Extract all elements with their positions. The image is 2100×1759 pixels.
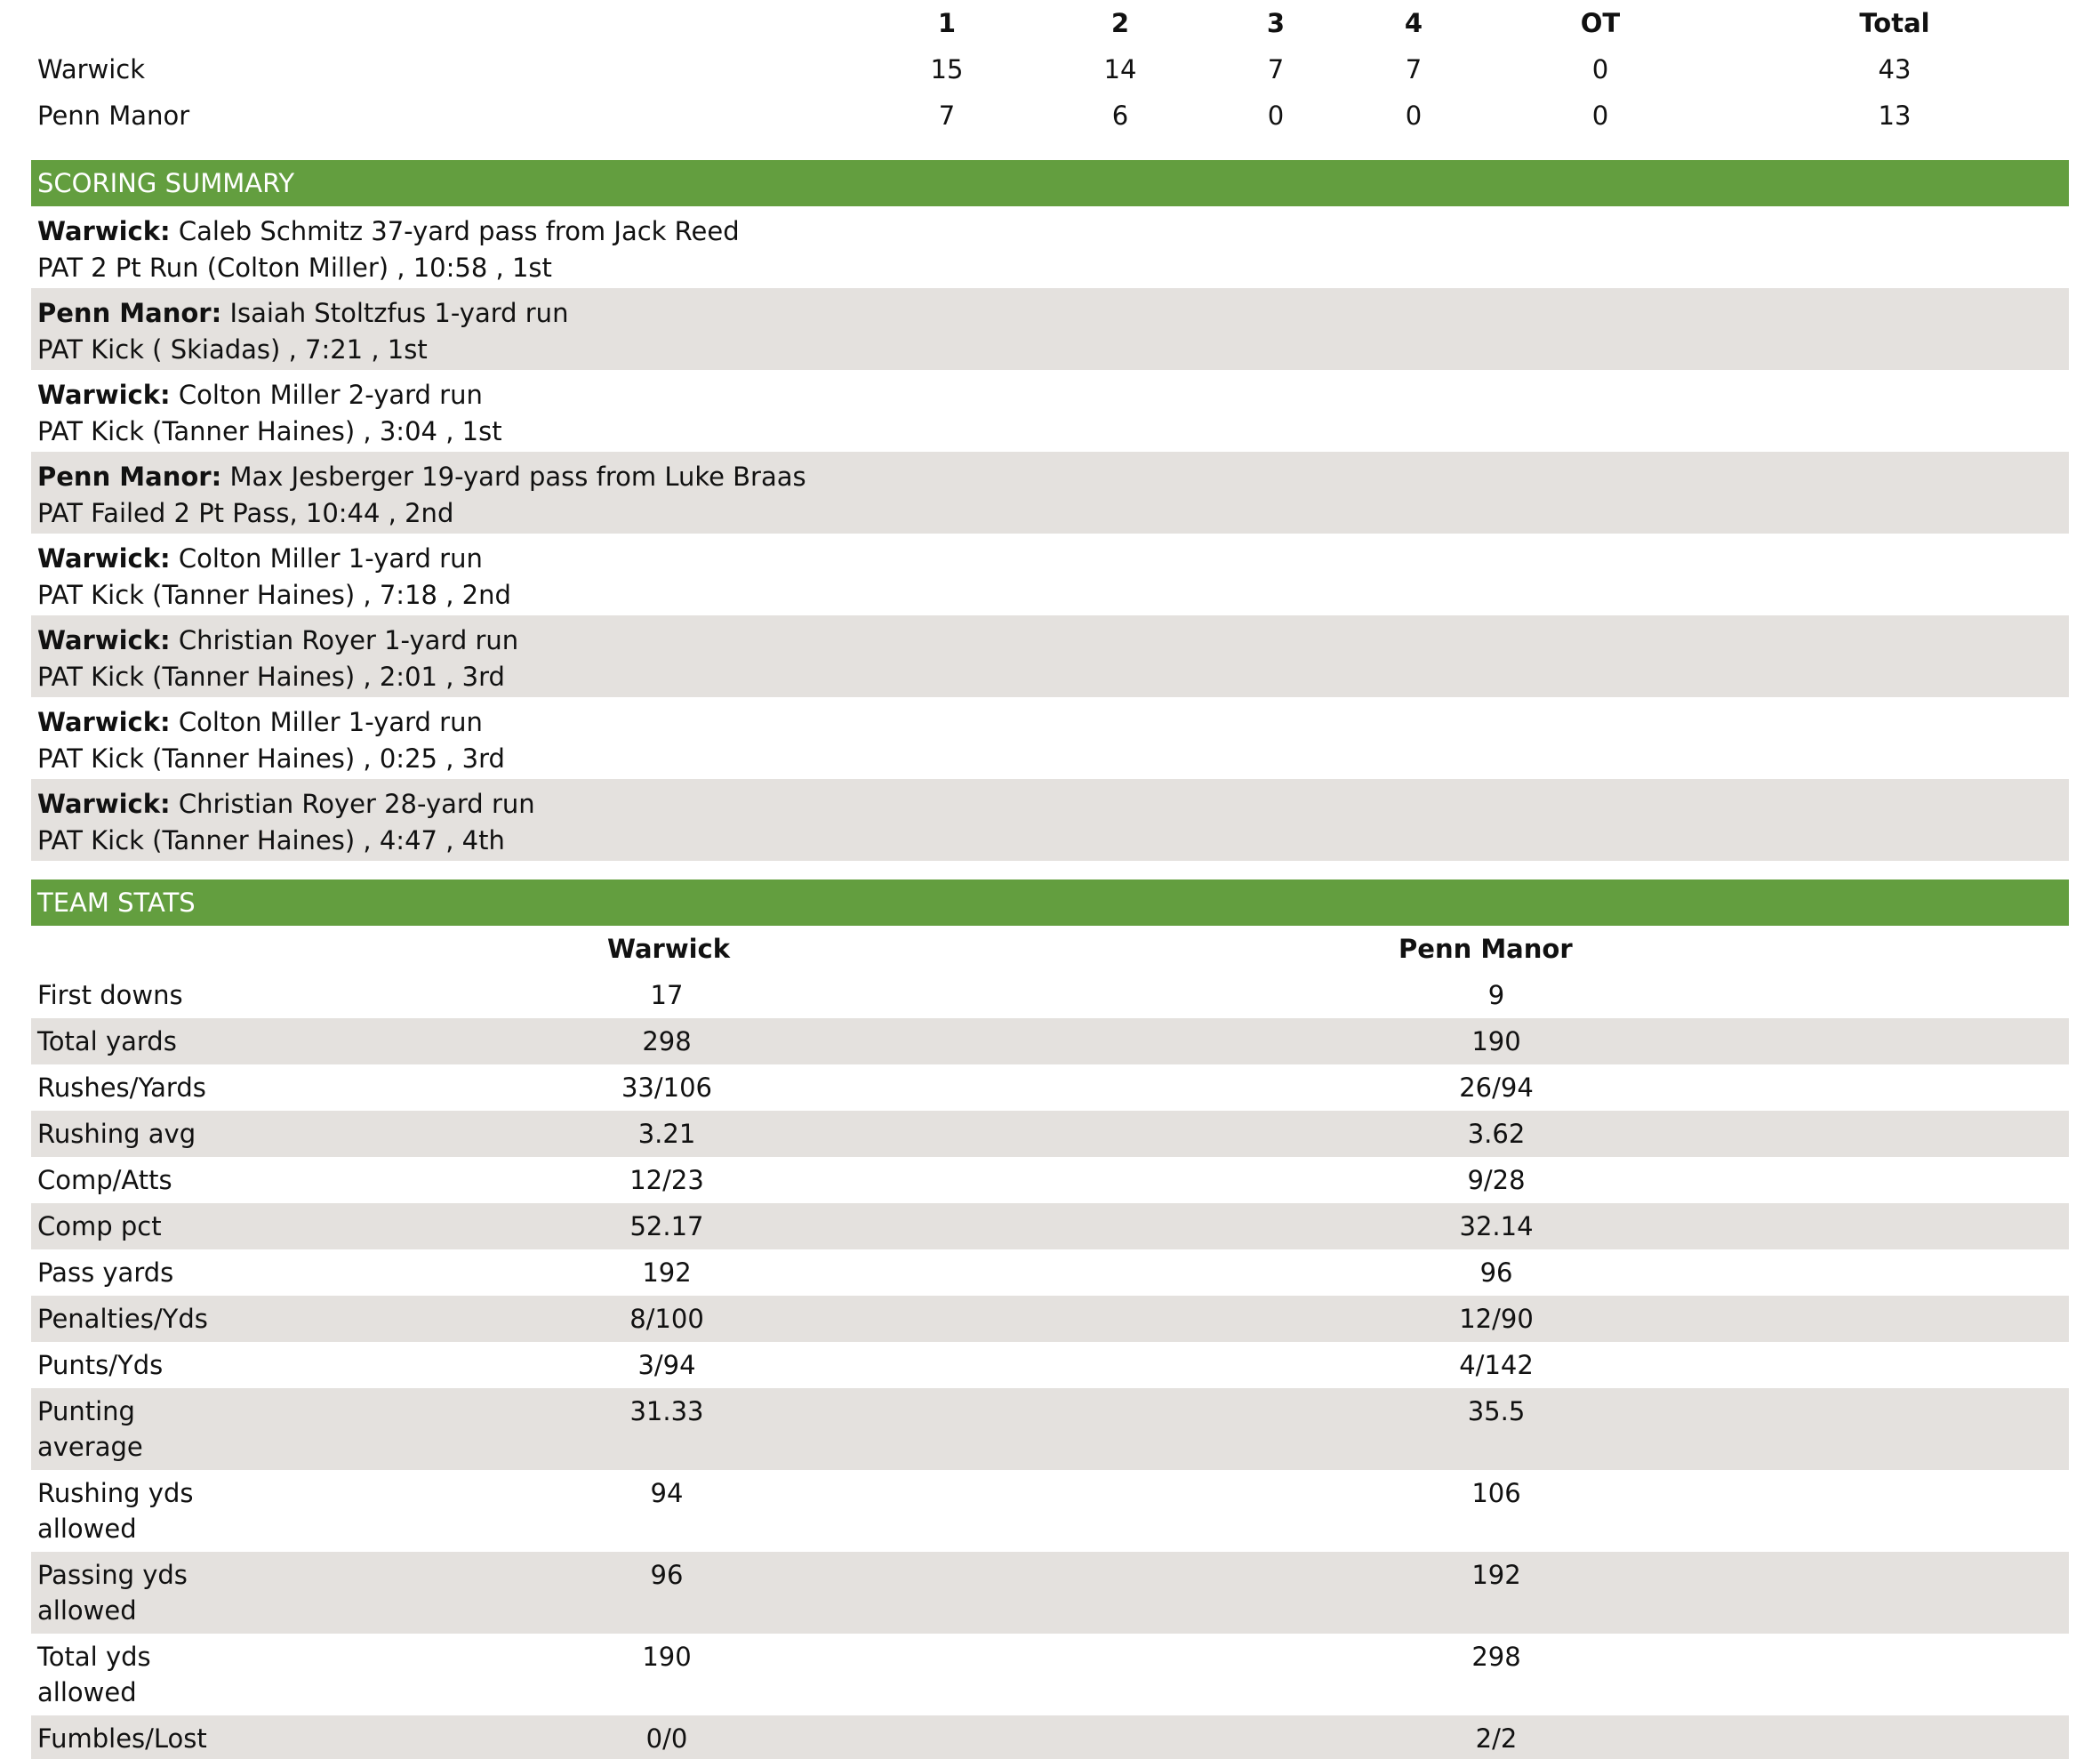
linescore-row-penn-manor: [31, 92, 2069, 139]
scoring-team: Warwick:: [37, 543, 171, 574]
stat-label-text: Penalties/Yds: [37, 1304, 208, 1334]
team-stats-row: [31, 972, 2069, 1018]
stat-label: [31, 1552, 387, 1634]
stat-value: 9: [1487, 980, 1505, 1010]
stat-label-text: Punting average: [37, 1396, 143, 1462]
stat-value: 96: [1479, 1257, 1513, 1288]
stat-label-text: Total yards: [37, 1026, 177, 1056]
linescore-score: 7: [1267, 54, 1285, 84]
stat-value: 12/90: [1459, 1304, 1534, 1334]
scoring-team: Warwick:: [37, 380, 171, 410]
stat-value: 106: [1471, 1478, 1521, 1508]
scoring-play: [31, 206, 2069, 288]
team-stats-row: [31, 1470, 2069, 1552]
linescore-team-header: [31, 0, 858, 46]
stat-label: [31, 1157, 387, 1203]
stat-value-team-b: [1160, 1157, 2069, 1203]
stat-value-team-a: [387, 1249, 1160, 1296]
stat-label-text: First downs: [37, 980, 183, 1010]
stat-value-team-a: [387, 1470, 1160, 1552]
scoring-play: [31, 615, 2069, 697]
scoring-play-description: Colton Miller 2-yard run: [178, 380, 483, 410]
stat-value-team-a: [387, 972, 1160, 1018]
stat-value: 190: [1471, 1026, 1521, 1056]
scoring-play-description: Christian Royer 28-yard run: [178, 789, 535, 819]
stat-value: 3.21: [637, 1119, 696, 1149]
stat-label: [31, 1064, 387, 1111]
linescore-score: 0: [1405, 100, 1423, 131]
stat-value: 4/142: [1459, 1350, 1534, 1380]
stat-label: [31, 1296, 387, 1342]
stat-value-team-b: [1160, 1064, 2069, 1111]
linescore-team-name: Warwick: [37, 54, 146, 84]
stat-value-team-b: [1160, 1388, 2069, 1470]
linescore-total: 43: [1878, 54, 1912, 84]
team-stats-row: [31, 1342, 2069, 1388]
stat-value-team-b: [1160, 1342, 2069, 1388]
stat-value: 96: [650, 1560, 684, 1590]
stat-value: 192: [1471, 1560, 1521, 1590]
stat-value-team-b: [1160, 1470, 2069, 1552]
scoring-play-detail: PAT Kick (Tanner Haines) , 2:01 , 3rd: [37, 662, 505, 692]
team-stats-row: [31, 1552, 2069, 1634]
period-header-2: 2: [1110, 8, 1130, 38]
linescore-table: [31, 0, 2069, 139]
stat-value-team-a: [387, 1388, 1160, 1470]
stat-label: [31, 1342, 387, 1388]
linescore-score: 0: [1591, 100, 1609, 131]
scoring-play: [31, 288, 2069, 370]
scoring-team: Penn Manor:: [37, 462, 222, 492]
scoring-play-detail: PAT Failed 2 Pt Pass, 10:44 , 2nd: [37, 498, 454, 528]
stat-value: 26/94: [1459, 1072, 1534, 1103]
stat-value: 9/28: [1467, 1165, 1526, 1195]
linescore-row-warwick: [31, 46, 2069, 92]
scoring-play-description: Isaiah Stoltzfus 1-yard run: [229, 298, 569, 328]
stat-value-team-b: [1160, 1249, 2069, 1296]
stat-label: [31, 1111, 387, 1157]
linescore-score: 14: [1103, 54, 1137, 84]
scoring-play-description: Christian Royer 1-yard run: [178, 625, 519, 655]
team-stats-row: [31, 1111, 2069, 1157]
stat-value-team-a: [387, 1203, 1160, 1249]
stat-value: 298: [642, 1026, 692, 1056]
team-stats-row: [31, 1634, 2069, 1715]
stat-value-team-a: [387, 1064, 1160, 1111]
stat-value-team-a: [387, 1715, 1160, 1759]
linescore-score: 0: [1591, 54, 1609, 84]
stat-value-team-a: [387, 1552, 1160, 1634]
stat-label-text: Fumbles/Lost: [37, 1723, 207, 1754]
team-stats-row: [31, 1388, 2069, 1470]
period-header-1: 1: [937, 8, 957, 38]
scoring-team: Warwick:: [37, 216, 171, 246]
period-header-total: Total: [1859, 8, 1930, 38]
linescore-team-name: Penn Manor: [37, 100, 190, 131]
stat-label-text: Punts/Yds: [37, 1350, 164, 1380]
stat-value-team-b: [1160, 1018, 2069, 1064]
stat-value-team-b: [1160, 1296, 2069, 1342]
stat-label-text: Pass yards: [37, 1257, 174, 1288]
stat-label: [31, 972, 387, 1018]
stat-value-team-a: [387, 1018, 1160, 1064]
stat-value: 190: [642, 1642, 692, 1672]
stat-value: 32.14: [1459, 1211, 1534, 1241]
stat-value: 33/106: [621, 1072, 713, 1103]
stat-label-header: [31, 926, 387, 972]
stat-label: [31, 1388, 387, 1470]
team-stats-header-row: [31, 926, 2069, 972]
stat-value: 2/2: [1475, 1723, 1518, 1754]
team-stats-row: [31, 1296, 2069, 1342]
team-stats-header: TEAM STATS: [31, 880, 2069, 926]
scoring-team: Warwick:: [37, 707, 171, 737]
linescore-score: 0: [1267, 100, 1285, 131]
stat-label-text: Total yds allowed: [37, 1642, 151, 1707]
stat-value-team-a: [387, 1111, 1160, 1157]
stat-label: [31, 1203, 387, 1249]
linescore-score: 7: [938, 100, 956, 131]
stat-value-team-b: [1160, 1552, 2069, 1634]
period-header-3: 3: [1266, 8, 1286, 38]
period-header-ot: OT: [1580, 8, 1621, 38]
team-stats-row: [31, 1018, 2069, 1064]
stat-value-team-b: [1160, 972, 2069, 1018]
stat-value-team-a: [387, 1296, 1160, 1342]
linescore-score: 6: [1111, 100, 1129, 131]
linescore-total: 13: [1878, 100, 1912, 131]
stat-label: [31, 1715, 387, 1759]
scoring-play-description: Caleb Schmitz 37-yard pass from Jack Reed: [178, 216, 740, 246]
team-stats-row: [31, 1249, 2069, 1296]
team-b-header: Penn Manor: [1399, 934, 1573, 964]
stat-label-text: Rushing yds allowed: [37, 1478, 194, 1544]
stat-value-team-a: [387, 1157, 1160, 1203]
scoring-play-description: Max Jesberger 19-yard pass from Luke Braas: [229, 462, 806, 492]
stat-label-text: Passing yds allowed: [37, 1560, 188, 1626]
stat-label: [31, 1249, 387, 1296]
stat-value: 8/100: [629, 1304, 704, 1334]
stat-value-team-a: [387, 1342, 1160, 1388]
stat-value: 0/0: [645, 1723, 688, 1754]
scoring-play-description: Colton Miller 1-yard run: [178, 707, 483, 737]
stat-label: [31, 1470, 387, 1552]
stat-value: 12/23: [629, 1165, 704, 1195]
scoring-play: [31, 370, 2069, 452]
scoring-play: [31, 452, 2069, 534]
stat-value: 52.17: [629, 1211, 704, 1241]
scoring-team: Warwick:: [37, 625, 171, 655]
scoring-play-detail: PAT Kick (Tanner Haines) , 7:18 , 2nd: [37, 580, 511, 610]
stat-value-team-b: [1160, 1111, 2069, 1157]
stat-value: 35.5: [1467, 1396, 1526, 1426]
linescore-score: 7: [1405, 54, 1423, 84]
stat-value: 94: [650, 1478, 684, 1508]
scoring-summary-header: SCORING SUMMARY: [31, 160, 2069, 206]
stat-value: 31.33: [629, 1396, 704, 1426]
stat-label-text: Rushing avg: [37, 1119, 196, 1149]
stat-value-team-b: [1160, 1203, 2069, 1249]
stat-value: 3.62: [1467, 1119, 1526, 1149]
stat-label: [31, 1634, 387, 1715]
stat-label-text: Comp pct: [37, 1211, 162, 1241]
scoring-play-description: Colton Miller 1-yard run: [178, 543, 483, 574]
team-stats-row: [31, 1203, 2069, 1249]
scoring-play-detail: PAT 2 Pt Run (Colton Miller) , 10:58 , 1st: [37, 253, 552, 283]
scoring-play-detail: PAT Kick (Tanner Haines) , 3:04 , 1st: [37, 416, 502, 446]
team-stats-row: [31, 1064, 2069, 1111]
team-stats-row: [31, 1715, 2069, 1759]
scoring-play-detail: PAT Kick ( Skiadas) , 7:21 , 1st: [37, 334, 428, 365]
stat-value-team-a: [387, 1634, 1160, 1715]
scoring-summary-list: [31, 206, 2069, 861]
stat-value-team-b: [1160, 1634, 2069, 1715]
team-a-header: Warwick: [607, 934, 731, 964]
scoring-team: Warwick:: [37, 789, 171, 819]
stat-value: 298: [1471, 1642, 1521, 1672]
stat-value: 17: [650, 980, 684, 1010]
scoring-play: [31, 534, 2069, 615]
linescore-header-row: [31, 0, 2069, 46]
scoring-play-detail: PAT Kick (Tanner Haines) , 0:25 , 3rd: [37, 743, 505, 774]
linescore-score: 15: [930, 54, 964, 84]
scoring-play-detail: PAT Kick (Tanner Haines) , 4:47 , 4th: [37, 825, 505, 855]
team-stats-table: [31, 926, 2069, 1759]
stat-value-team-b: [1160, 1715, 2069, 1759]
team-stats-body: [31, 972, 2069, 1759]
scoring-play: [31, 779, 2069, 861]
stat-label-text: Rushes/Yards: [37, 1072, 206, 1103]
stat-label: [31, 1018, 387, 1064]
scoring-play: [31, 697, 2069, 779]
stat-value: 192: [642, 1257, 692, 1288]
stat-label-text: Comp/Atts: [37, 1165, 172, 1195]
period-header-4: 4: [1404, 8, 1423, 38]
team-stats-row: [31, 1157, 2069, 1203]
stat-value: 3/94: [637, 1350, 696, 1380]
scoring-team: Penn Manor:: [37, 298, 222, 328]
